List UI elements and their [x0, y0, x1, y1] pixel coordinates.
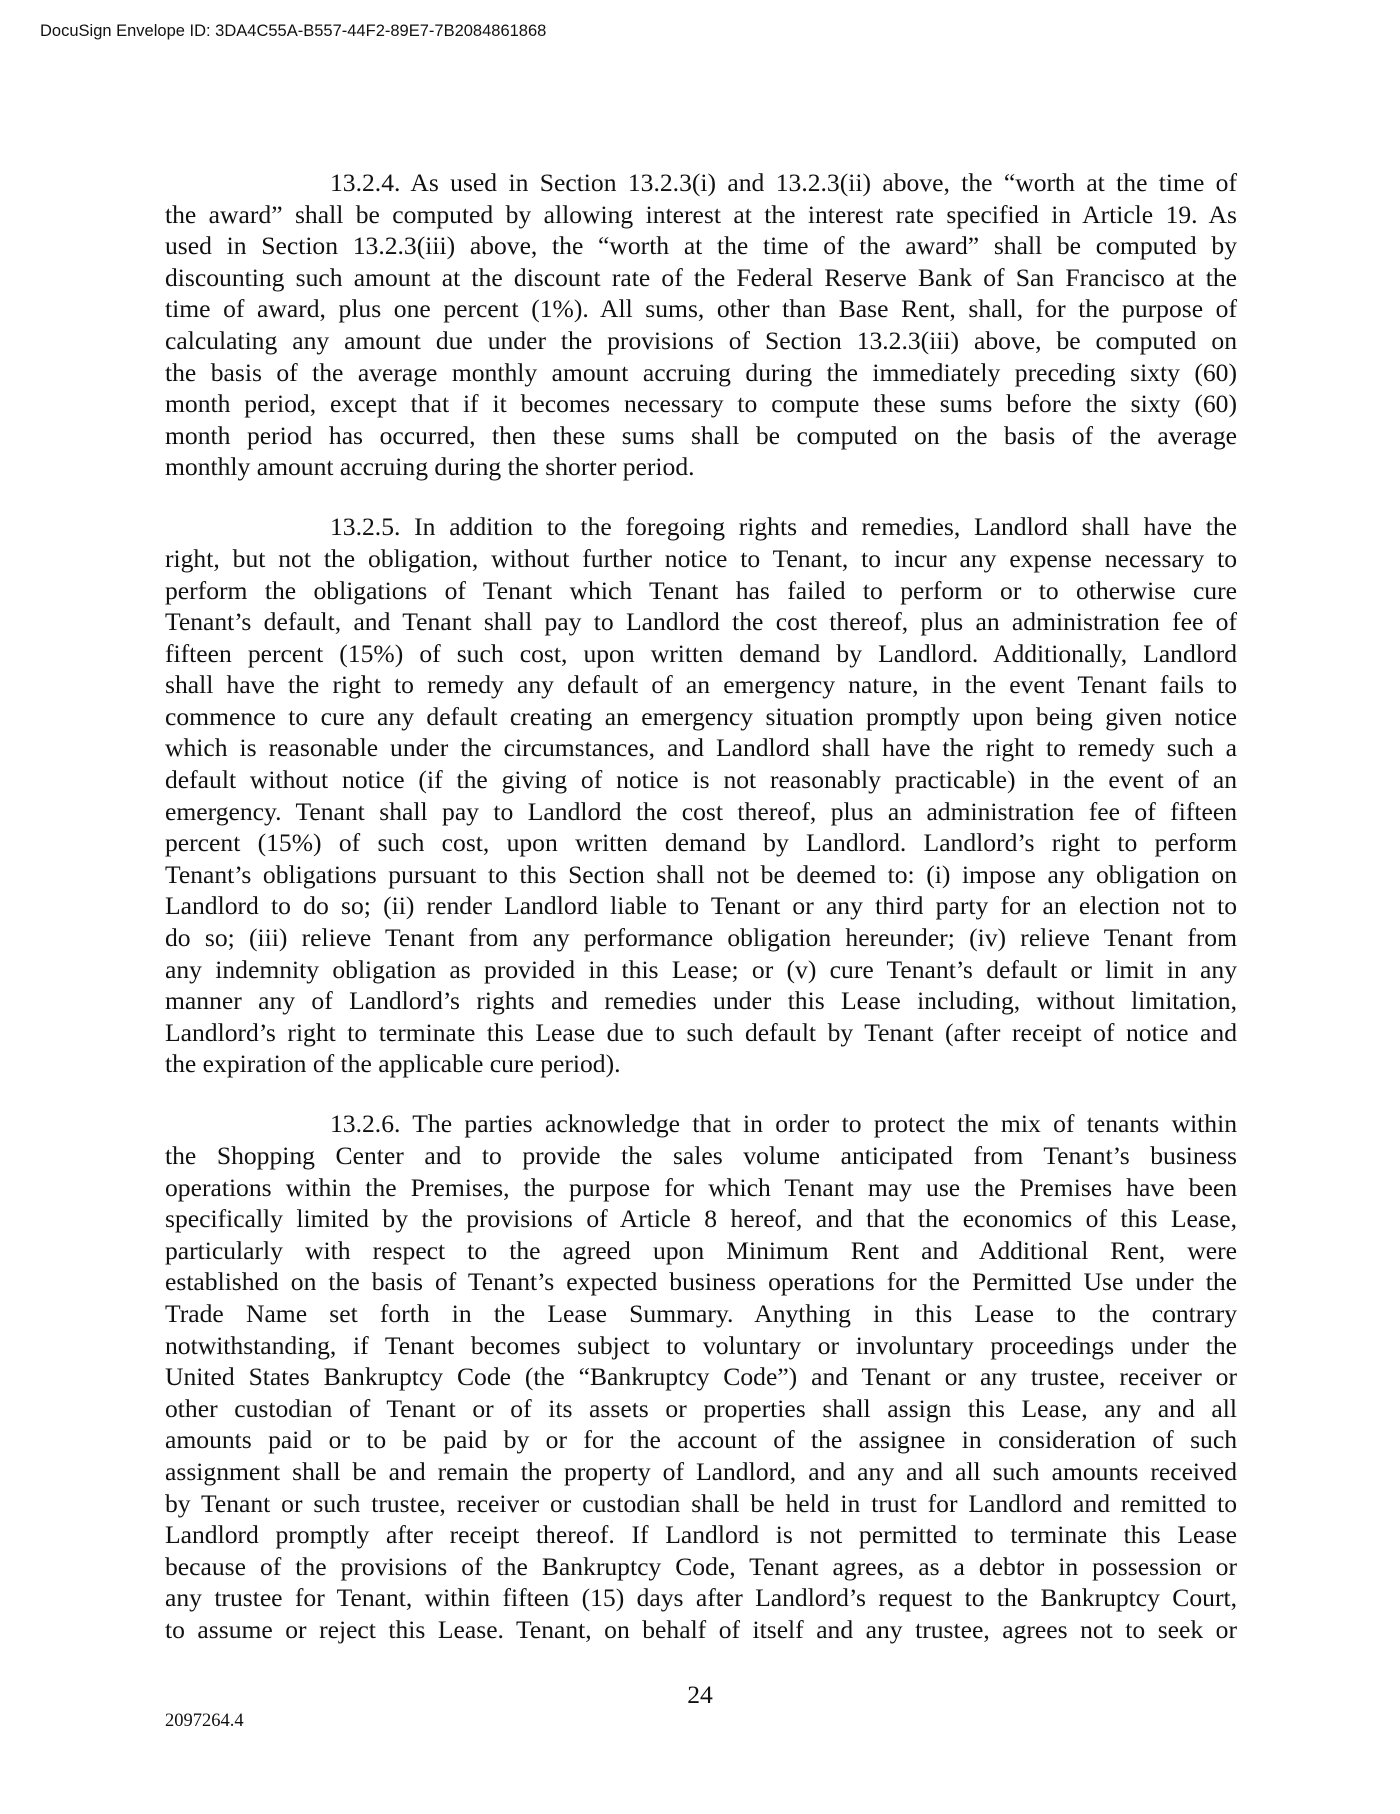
- text-line: Landlord to do so; (ii) render Landlord liable to Tenant or any third party for an election not to: [165, 891, 1237, 921]
- paragraph-13-2-4: [165, 167, 1237, 483]
- docusign-envelope-id: DocuSign Envelope ID: 3DA4C55A-B557-44F2-89E7-7B2084861868: [40, 22, 547, 40]
- page-number: 24: [687, 1680, 713, 1709]
- paragraph-13-2-6: [165, 1108, 1237, 1645]
- text-line: which is reasonable under the circumstances, and Landlord shall have the right to remedy such a: [165, 733, 1237, 763]
- text-line: default without notice (if the giving of notice is not reasonably practicable) in the event of an: [165, 765, 1237, 795]
- text-line: to assume or reject this Lease. Tenant, on behalf of itself and any trustee, agrees not to seek or: [165, 1614, 1237, 1644]
- text-line: established on the basis of Tenant’s expected business operations for the Permitted Use under the: [165, 1267, 1237, 1297]
- text-line: perform the obligations of Tenant which Tenant has failed to perform or to otherwise cure: [165, 575, 1237, 605]
- text-line: particularly with respect to the agreed upon Minimum Rent and Additional Rent, were: [165, 1235, 1237, 1265]
- text-line: time of award, plus one percent (1%). All sums, other than Base Rent, shall, for the purpose of: [165, 294, 1237, 324]
- text-line: the award” shall be computed by allowing interest at the interest rate specified in Article 19. As: [165, 199, 1237, 229]
- text-line: 13.2.5. In addition to the foregoing rights and remedies, Landlord shall have the: [330, 512, 1237, 542]
- text-line: United States Bankruptcy Code (the “Bankruptcy Code”) and Tenant or any trustee, receiver or: [165, 1362, 1237, 1392]
- text-line: any trustee for Tenant, within fifteen (15) days after Landlord’s request to the Bankruptcy Court,: [165, 1583, 1237, 1613]
- text-line: the basis of the average monthly amount accruing during the immediately preceding sixty (60): [165, 357, 1237, 387]
- text-line: notwithstanding, if Tenant becomes subject to voluntary or involuntary proceedings under the: [165, 1330, 1237, 1360]
- text-line: any indemnity obligation as provided in this Lease; or (v) cure Tenant’s default or limit in any: [165, 954, 1237, 984]
- text-line: manner any of Landlord’s rights and remedies under this Lease including, without limitation,: [165, 986, 1237, 1016]
- text-line: discounting such amount at the discount rate of the Federal Reserve Bank of San Francisco at the: [165, 262, 1237, 292]
- text-line: shall have the right to remedy any default of an emergency nature, in the event Tenant fails to: [165, 670, 1237, 700]
- text-line: Tenant’s default, and Tenant shall pay to Landlord the cost thereof, plus an administration fee of: [165, 607, 1237, 637]
- text-line: specifically limited by the provisions of Article 8 hereof, and that the economics of this Lease,: [165, 1204, 1237, 1234]
- text-line: commence to cure any default creating an emergency situation promptly upon being given notice: [165, 701, 1237, 731]
- text-line: emergency. Tenant shall pay to Landlord the cost thereof, plus an administration fee of fifteen: [165, 796, 1237, 826]
- text-line: assignment shall be and remain the property of Landlord, and any and all such amounts received: [165, 1456, 1237, 1486]
- text-line: right, but not the obligation, without further notice to Tenant, to incur any expense necessary to: [165, 543, 1237, 573]
- text-line: do so; (iii) relieve Tenant from any performance obligation hereunder; (iv) relieve Tenant from: [165, 923, 1237, 953]
- text-line: used in Section 13.2.3(iii) above, the “worth at the time of the award” shall be computed by: [165, 231, 1237, 261]
- text-line: month period has occurred, then these sums shall be computed on the basis of the average: [165, 420, 1237, 450]
- document-number: 2097264.4: [165, 1711, 244, 1731]
- text-line: the expiration of the applicable cure period).: [165, 1049, 621, 1079]
- text-line: calculating any amount due under the provisions of Section 13.2.3(iii) above, be computed on: [165, 325, 1237, 355]
- text-line: by Tenant or such trustee, receiver or custodian shall be held in trust for Landlord and remitted to: [165, 1488, 1237, 1518]
- document-body: [165, 167, 1237, 1674]
- text-line: monthly amount accruing during the shorter period.: [165, 452, 695, 482]
- text-line: amounts paid or to be paid by or for the account of the assignee in consideration of such: [165, 1425, 1237, 1455]
- text-line: fifteen percent (15%) of such cost, upon written demand by Landlord. Additionally, Landlord: [165, 638, 1237, 668]
- text-line: other custodian of Tenant or of its assets or properties shall assign this Lease, any and all: [165, 1393, 1237, 1423]
- text-line: Trade Name set forth in the Lease Summary. Anything in this Lease to the contrary: [165, 1298, 1237, 1328]
- text-line: percent (15%) of such cost, upon written demand by Landlord. Landlord’s right to perform: [165, 828, 1237, 858]
- text-line: operations within the Premises, the purpose for which Tenant may use the Premises have been: [165, 1172, 1237, 1202]
- text-line: 13.2.4. As used in Section 13.2.3(i) and 13.2.3(ii) above, the “worth at the time of: [330, 168, 1237, 197]
- text-line: Tenant’s obligations pursuant to this Section shall not be deemed to: (i) impose any obligation on: [165, 859, 1237, 889]
- text-line: 13.2.6. The parties acknowledge that in order to protect the mix of tenants within: [330, 1109, 1237, 1139]
- paragraph-13-2-5: [165, 511, 1237, 1080]
- text-line: because of the provisions of the Bankruptcy Code, Tenant agrees, as a debtor in possession or: [165, 1551, 1237, 1581]
- text-line: month period, except that if it becomes necessary to compute these sums before the sixty (60): [165, 389, 1237, 419]
- text-line: the Shopping Center and to provide the sales volume anticipated from Tenant’s business: [165, 1141, 1237, 1170]
- text-line: Landlord promptly after receipt thereof. If Landlord is not permitted to terminate this Lease: [165, 1520, 1237, 1550]
- text-line: Landlord’s right to terminate this Lease due to such default by Tenant (after receipt of notice and: [165, 1017, 1237, 1047]
